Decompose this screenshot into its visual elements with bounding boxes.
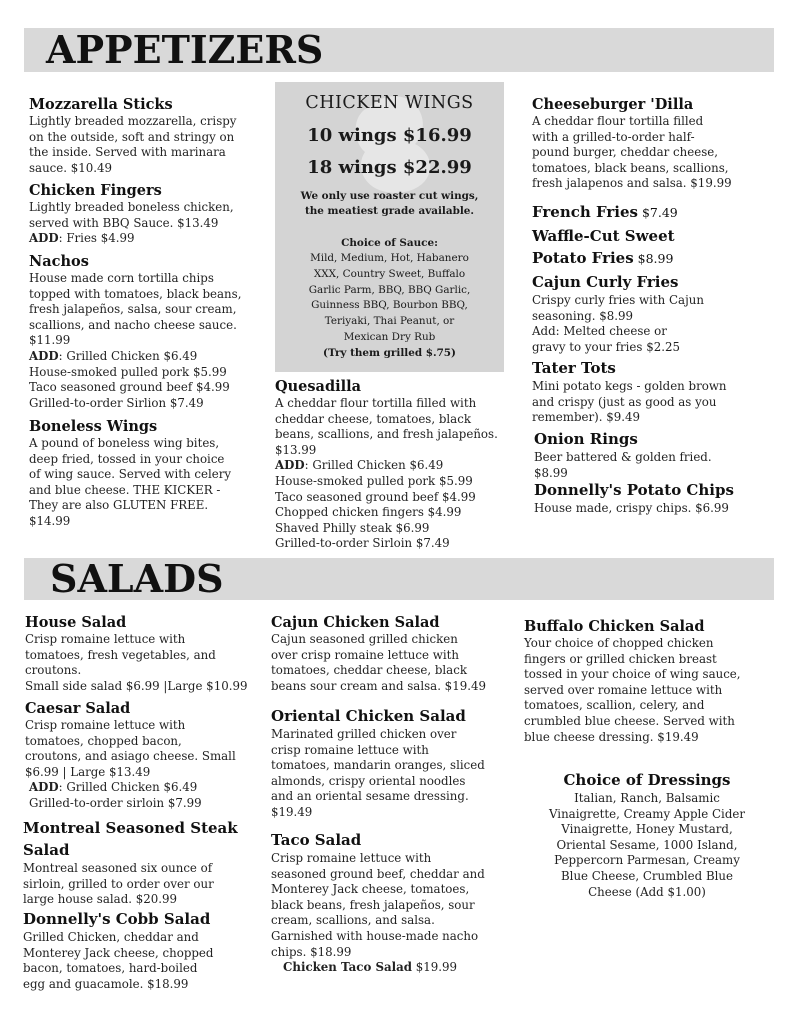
item-price: $7.49 bbox=[637, 205, 678, 220]
sauce-line: XXX, Country Sweet, Buffalo bbox=[313, 267, 466, 280]
item-name: Mozzarella Sticks bbox=[29, 96, 173, 113]
wings-price-10: 10 wings $16.99 bbox=[307, 125, 472, 146]
item-desc-line: blue cheese dressing. $19.49 bbox=[524, 729, 699, 744]
item-name-line2 bbox=[532, 247, 772, 270]
item-extra-line: Chopped chicken fingers $4.99 bbox=[275, 505, 462, 520]
salads-title: SALADS bbox=[50, 556, 224, 601]
item-desc-line: fingers or grilled chicken breast bbox=[524, 651, 717, 666]
sauce-line: Garlic Parm, BBQ, BBQ Garlic, bbox=[308, 283, 471, 296]
item-desc-line: scallions, and nacho cheese sauce. bbox=[29, 317, 237, 332]
item-desc-line: the inside. Served with marinara bbox=[29, 145, 226, 160]
add-label: ADD bbox=[275, 458, 305, 473]
item-extra-line: Taco seasoned ground beef $4.99 bbox=[275, 489, 476, 504]
item-name: Buffalo Chicken Salad bbox=[524, 618, 705, 635]
item-desc-line: Crisp romaine lettuce with bbox=[25, 718, 186, 732]
item-desc-line: $14.99 bbox=[29, 513, 71, 528]
salad-item-caesar bbox=[25, 700, 270, 812]
item-desc-line: sirloin, grilled to order over our bbox=[23, 876, 214, 891]
sauce-line: Mild, Medium, Hot, Habanero bbox=[310, 252, 469, 264]
item-name: Cajun Chicken Salad bbox=[271, 614, 440, 631]
item-desc-line: Small side salad $6.99 |Large $10.99 bbox=[25, 678, 248, 693]
item-desc-line: Monterey Jack cheese, chopped bbox=[23, 945, 214, 960]
menu-item-potato-chips bbox=[534, 479, 774, 517]
add-label: ADD bbox=[29, 780, 59, 795]
chicken-taco-label: Chicken Taco Salad bbox=[283, 960, 412, 975]
item-desc-line: tomatoes, mandarin oranges, sliced bbox=[271, 758, 485, 773]
chicken-taco-line bbox=[271, 960, 516, 976]
item-desc-line: topped with tomatoes, black beans, bbox=[29, 286, 242, 301]
menu-item-onion-rings bbox=[534, 428, 774, 481]
salad-item-cajun-chicken bbox=[271, 614, 516, 694]
item-desc-line: bacon, tomatoes, hard-boiled bbox=[23, 961, 198, 976]
item-desc-line: fresh jalapeños, salsa, sour cream, bbox=[29, 302, 237, 317]
item-desc-line: egg and guacamole. $18.99 bbox=[23, 976, 189, 991]
dressing-line: Cheese (Add $1.00) bbox=[588, 884, 706, 899]
item-desc-line: beans sour cream and salsa. $19.49 bbox=[271, 678, 486, 693]
item-desc-line: $8.99 bbox=[534, 465, 568, 480]
item-name: Montreal Seasoned Steak bbox=[23, 819, 238, 837]
item-name: Nachos bbox=[29, 253, 89, 270]
item-name: Taco Salad bbox=[271, 831, 362, 849]
item-desc-line: tomatoes, scallion, celery, and bbox=[524, 698, 705, 713]
item-name: Cheeseburger 'Dilla bbox=[532, 96, 694, 113]
chicken-taco-price: $19.99 bbox=[411, 960, 458, 975]
item-desc-line: black beans, fresh jalapeños, sour bbox=[271, 897, 475, 912]
menu-item-chicken-fingers bbox=[29, 182, 269, 247]
item-add-line bbox=[29, 349, 269, 365]
item-desc-line: seasoned ground beef, cheddar and bbox=[271, 866, 485, 881]
sauce-line: Mexican Dry Rub bbox=[343, 330, 436, 343]
item-desc-line: A cheddar flour tortilla filled bbox=[532, 114, 704, 128]
item-desc-line: Lightly breaded boneless chicken, bbox=[29, 200, 234, 214]
item-desc-line: Crisp romaine lettuce with bbox=[271, 851, 432, 865]
item-desc-line: A cheddar flour tortilla filled with bbox=[275, 396, 477, 410]
wings-note-line: the meatiest grade available. bbox=[304, 205, 475, 217]
salad-item-buffalo-chicken bbox=[524, 618, 774, 745]
item-desc-line: of wing sauce. Served with celery bbox=[29, 467, 232, 482]
item-desc-line: almonds, crispy oriental noodles bbox=[271, 773, 466, 788]
dressing-line: Italian, Ranch, Balsamic bbox=[574, 791, 720, 805]
salad-item-montreal bbox=[23, 817, 268, 908]
item-desc-line: Cajun seasoned grilled chicken bbox=[271, 632, 458, 646]
item-extra-line: Taco seasoned ground beef $4.99 bbox=[29, 380, 230, 395]
sauce-list bbox=[283, 251, 496, 362]
dressing-line: Peppercorn Parmesan, Creamy bbox=[554, 853, 740, 868]
item-desc-line: with a grilled-to-order half- bbox=[532, 129, 695, 144]
item-desc-line: and crispy (just as good as you bbox=[532, 394, 717, 409]
item-desc-line: $6.99 | Large $13.49 bbox=[25, 764, 151, 779]
add-text: : Grilled Chicken $6.49 bbox=[58, 780, 198, 795]
item-desc-line: Add: Melted cheese or bbox=[532, 324, 667, 339]
add-text: : Grilled Chicken $6.49 bbox=[304, 458, 444, 473]
item-name: House Salad bbox=[25, 614, 127, 631]
item-name-text: French Fries bbox=[532, 203, 638, 221]
item-desc-line: tomatoes, fresh vegetables, and bbox=[25, 647, 216, 662]
menu-item-quesadilla bbox=[275, 378, 525, 552]
item-desc-line: $13.99 bbox=[275, 442, 317, 457]
item-desc-line: Beer battered & golden fried. bbox=[534, 450, 712, 464]
item-name: Tater Tots bbox=[532, 359, 616, 377]
wings-note-line: We only use roaster cut wings, bbox=[300, 190, 479, 202]
item-desc-line: Crispy curly fries with Cajun bbox=[532, 293, 704, 307]
add-text: : Fries $4.99 bbox=[58, 231, 135, 246]
item-desc-line: Garnished with house-made nacho bbox=[271, 928, 479, 943]
menu-item-cheeseburger-dilla bbox=[532, 96, 772, 192]
item-desc-line: over crisp romaine lettuce with bbox=[271, 647, 459, 662]
item-extra-line: House-smoked pulled pork $5.99 bbox=[275, 473, 473, 488]
item-desc-line: and an oriental sesame dressing. bbox=[271, 789, 469, 804]
item-name: Caesar Salad bbox=[25, 700, 131, 717]
dressing-line: Vinaigrette, Creamy Apple Cider bbox=[548, 806, 745, 821]
wings-price-18: 18 wings $22.99 bbox=[307, 157, 472, 178]
menu-item-tater-tots bbox=[532, 357, 772, 426]
item-desc-line: chips. $18.99 bbox=[271, 944, 352, 959]
item-desc-line: Mini potato kegs - golden brown bbox=[532, 379, 727, 393]
item-desc-line: croutons, and asiago cheese. Small bbox=[25, 749, 236, 764]
menu-item-waffle-fries bbox=[532, 225, 772, 270]
item-desc-line: Lightly breaded mozzarella, crispy bbox=[29, 114, 237, 128]
item-desc-line: House made, crispy chips. $6.99 bbox=[534, 501, 729, 515]
item-desc-line: sauce. $10.49 bbox=[29, 160, 113, 175]
menu-item-boneless-wings bbox=[29, 418, 269, 530]
item-desc-line: tomatoes, black beans, scallions, bbox=[532, 160, 729, 175]
salad-item-taco bbox=[271, 829, 516, 976]
add-label: ADD bbox=[29, 348, 59, 363]
item-add-line bbox=[25, 780, 270, 796]
item-desc-line: Monterey Jack cheese, tomatoes, bbox=[271, 882, 470, 897]
salad-item-cobb bbox=[23, 908, 268, 992]
item-extra-line: Grilled-to-order sirloin $7.99 bbox=[29, 795, 202, 810]
sauce-line: Guinness BBQ, Bourbon BBQ, bbox=[311, 299, 468, 312]
item-extra-line: House-smoked pulled pork $5.99 bbox=[29, 364, 227, 379]
wings-note bbox=[275, 189, 504, 219]
item-desc-line: remember). $9.49 bbox=[532, 410, 641, 425]
item-price: $8.99 bbox=[633, 251, 674, 266]
item-desc-line: beans, scallions, and fresh jalapeños. bbox=[275, 427, 498, 442]
menu-item-cajun-curly-fries bbox=[532, 271, 772, 355]
item-desc-line: cream, scallions, and salsa. bbox=[271, 913, 435, 928]
item-desc-line: House made corn tortilla chips bbox=[29, 271, 214, 285]
item-name bbox=[532, 201, 772, 224]
salad-item-house bbox=[25, 614, 270, 694]
item-name: Cajun Curly Fries bbox=[532, 273, 679, 291]
item-name-text: Potato Fries bbox=[532, 249, 634, 267]
item-name: Chicken Fingers bbox=[29, 182, 162, 199]
item-name: Waffle-Cut Sweet bbox=[532, 227, 675, 245]
item-desc-line: fresh jalapenos and salsa. $19.99 bbox=[532, 176, 732, 191]
item-extra-line: Grilled-to-order Sirloin $7.49 bbox=[275, 536, 450, 551]
menu-item-nachos bbox=[29, 253, 269, 411]
item-name: Oriental Chicken Salad bbox=[271, 707, 466, 725]
add-text: : Grilled Chicken $6.49 bbox=[58, 348, 198, 363]
dressings-title: Choice of Dressings bbox=[563, 771, 731, 789]
item-desc-line: served over romaine lettuce with bbox=[524, 682, 723, 697]
item-desc-line: $11.99 bbox=[29, 333, 71, 348]
item-name: Donnelly's Potato Chips bbox=[534, 481, 734, 499]
dressings-block bbox=[522, 769, 772, 900]
item-desc-line: $19.49 bbox=[271, 804, 313, 819]
item-desc-line: crumbled blue cheese. Served with bbox=[524, 713, 735, 728]
appetizers-title: APPETIZERS bbox=[46, 27, 324, 72]
item-desc-line: A pound of boneless wing bites, bbox=[29, 436, 220, 450]
wings-title: CHICKEN WINGS bbox=[305, 93, 474, 113]
item-desc-line: and blue cheese. THE KICKER - bbox=[29, 482, 221, 497]
sauce-label: Choice of Sauce: bbox=[341, 237, 438, 249]
item-desc-line: deep fried, tossed in your choice bbox=[29, 451, 225, 466]
item-desc-line: Your choice of chopped chicken bbox=[524, 636, 714, 650]
add-label: ADD bbox=[29, 231, 59, 246]
salad-item-oriental-chicken bbox=[271, 705, 516, 821]
menu-item-french-fries bbox=[532, 201, 772, 224]
item-desc-line: seasoning. $8.99 bbox=[532, 308, 634, 323]
item-name-line2: Salad bbox=[23, 841, 70, 859]
item-desc-line: pound burger, cheddar cheese, bbox=[532, 145, 718, 160]
dressing-line: Vinaigrette, Honey Mustard, bbox=[561, 822, 733, 837]
item-desc-line: crisp romaine lettuce with bbox=[271, 742, 429, 757]
item-add-line bbox=[29, 231, 269, 247]
item-desc-line: gravy to your fries $2.25 bbox=[532, 339, 680, 354]
item-desc-line: tomatoes, chopped bacon, bbox=[25, 733, 182, 748]
item-name: Boneless Wings bbox=[29, 418, 158, 435]
item-desc-line: croutons. bbox=[25, 663, 82, 678]
item-extra-line: Shaved Philly steak $6.99 bbox=[275, 520, 430, 535]
grilled-note: (Try them grilled $.75) bbox=[323, 346, 456, 359]
item-desc-line: served with BBQ Sauce. $13.49 bbox=[29, 215, 219, 230]
item-desc-line: They are also GLUTEN FREE. bbox=[29, 498, 209, 513]
item-desc-line: large house salad. $20.99 bbox=[23, 892, 178, 907]
item-desc-line: Grilled Chicken, cheddar and bbox=[23, 930, 199, 944]
item-desc-line: tossed in your choice of wing sauce, bbox=[524, 667, 741, 682]
item-extra-line: Grilled-to-order Sirlion $7.49 bbox=[29, 395, 204, 410]
sauce-line: Teriyaki, Thai Peanut, or bbox=[324, 315, 455, 328]
chicken-wings-box bbox=[275, 82, 504, 372]
menu-item-mozzarella-sticks bbox=[29, 96, 269, 176]
item-add-line bbox=[275, 458, 525, 474]
item-desc-line: tomatoes, cheddar cheese, black bbox=[271, 663, 467, 678]
item-name: Onion Rings bbox=[534, 430, 638, 448]
item-desc-line: cheddar cheese, tomatoes, black bbox=[275, 411, 471, 426]
item-desc-line: Montreal seasoned six ounce of bbox=[23, 861, 213, 875]
dressing-line: Oriental Sesame, 1000 Island, bbox=[556, 837, 738, 852]
item-desc-line: Marinated grilled chicken over bbox=[271, 727, 457, 741]
item-name: Quesadilla bbox=[275, 378, 362, 395]
item-name: Donnelly's Cobb Salad bbox=[23, 910, 211, 928]
item-desc-line: Crisp romaine lettuce with bbox=[25, 632, 186, 646]
item-desc-line: on the outside, soft and stringy on bbox=[29, 129, 235, 144]
dressing-line: Blue Cheese, Crumbled Blue bbox=[561, 868, 733, 883]
